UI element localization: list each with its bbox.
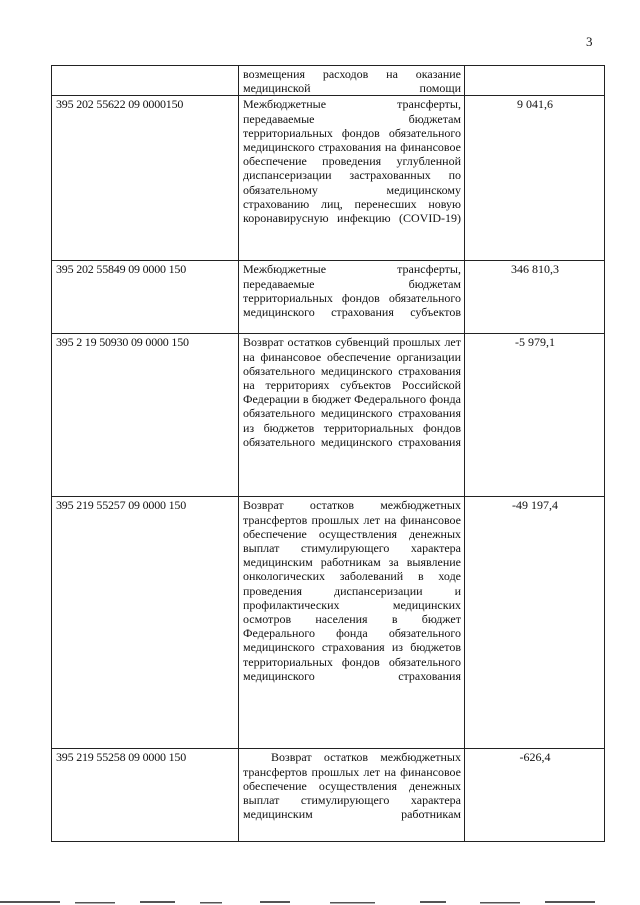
budget-code-cell: 395 202 55622 09 0000150 bbox=[52, 96, 239, 261]
table-row bbox=[52, 96, 605, 261]
budget-code-cell bbox=[52, 66, 239, 96]
budget-revenue-table bbox=[51, 65, 605, 842]
scan-edge-artifact bbox=[0, 897, 640, 905]
budget-code-cell: 395 2 19 50930 09 0000 150 bbox=[52, 334, 239, 497]
description-cell: Возврат остатков межбюджетных трансфертов прошлых лет на финансовое обеспечение осуществления денежных выплат стимулирующего характера медицинским работникам за выявление онкологических заболеваний в ходе проведения диспансеризации и профилактических медицинских осмотров населения в бюджет Федерального фонда обязательного медицинского страхования из бюджетов территориальных фондов обязательного медицинского страхования bbox=[239, 497, 465, 749]
amount-cell: 346 810,3 bbox=[465, 261, 605, 334]
page-number: 3 bbox=[586, 34, 593, 49]
description-cell: Возврат остатков межбюджетных трансфертов прошлых лет на финансовое обеспечение осуществления денежных выплат стимулирующего характера медицинским работникам bbox=[239, 749, 465, 842]
table-row bbox=[52, 749, 605, 842]
description-cell: Возврат остатков субвенций прошлых лет на финансовое обеспечение организации обязательного медицинского страхования на территориях субъектов Российской Федерации в бюджет Федерального фонда обязательного медицинского страхования из бюджетов территориальных фондов обязательного медицинского страхования bbox=[239, 334, 465, 497]
amount-cell: -5 979,1 bbox=[465, 334, 605, 497]
budget-code-cell: 395 219 55258 09 0000 150 bbox=[52, 749, 239, 842]
budget-code-cell: 395 219 55257 09 0000 150 bbox=[52, 497, 239, 749]
table-row bbox=[52, 334, 605, 497]
amount-cell: -626,4 bbox=[465, 749, 605, 842]
table-row bbox=[52, 497, 605, 749]
description-cell: Межбюджетные трансферты, передаваемые бюджетам территориальных фондов обязательного медицинского страхования на финансовое обеспечение проведения углубленной диспансеризации застрахованных по обязательному медицинскому страхованию лиц, перенесших новую коронавирусную инфекцию (COVID-19) bbox=[239, 96, 465, 261]
budget-code-cell: 395 202 55849 09 0000 150 bbox=[52, 261, 239, 334]
amount-cell: 9 041,6 bbox=[465, 96, 605, 261]
table-row bbox=[52, 66, 605, 96]
description-cell: возмещения расходов на оказание медицинской помощи bbox=[239, 66, 465, 96]
description-cell: Межбюджетные трансферты, передаваемые бюджетам территориальных фондов обязательного медицинского страхования субъектов bbox=[239, 261, 465, 334]
amount-cell bbox=[465, 66, 605, 96]
table-row bbox=[52, 261, 605, 334]
amount-cell: -49 197,4 bbox=[465, 497, 605, 749]
